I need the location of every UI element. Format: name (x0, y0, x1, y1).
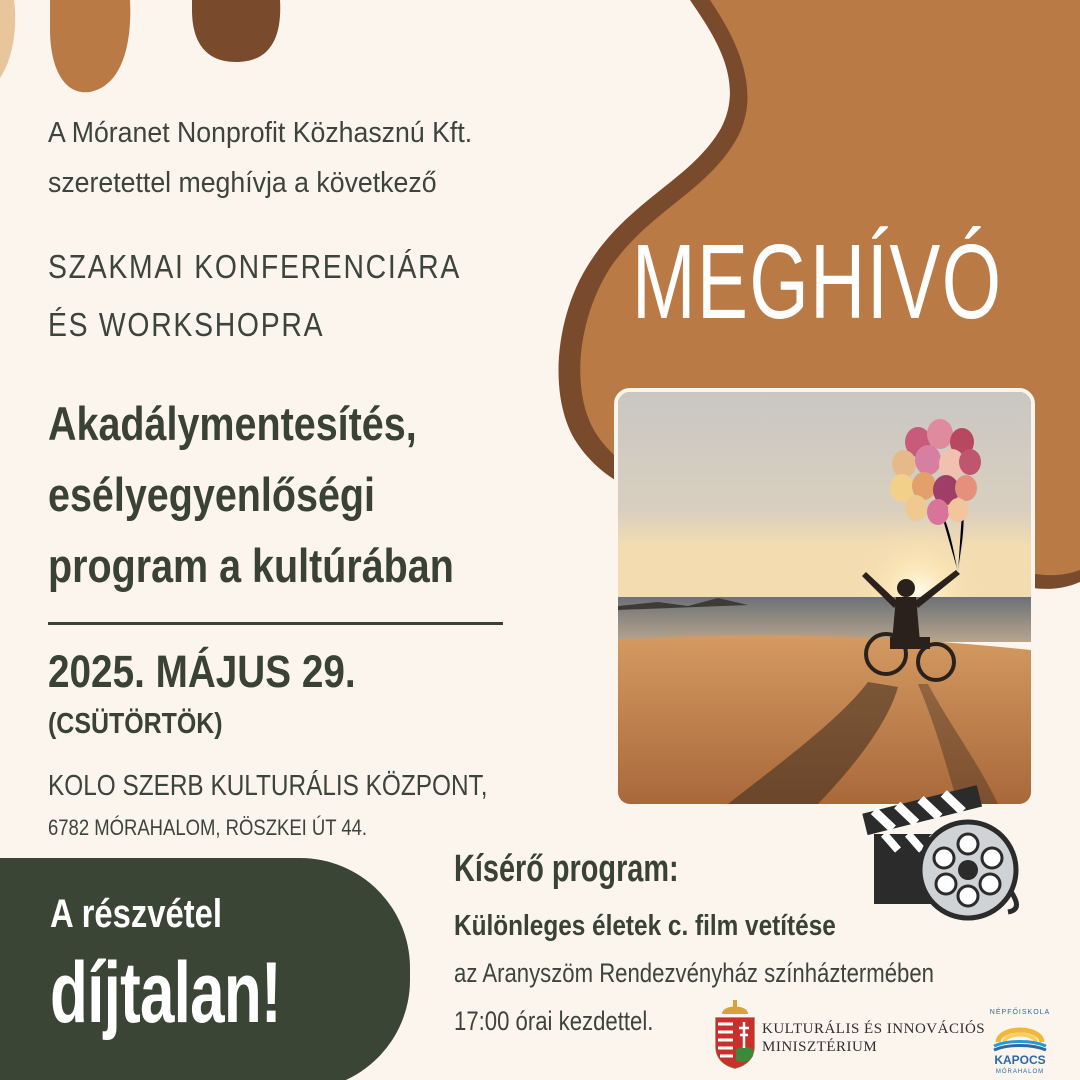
event-address: 6782 MÓRAHALOM, RÖSZKEI ÚT 44. (48, 815, 368, 840)
event-weekday: (CSÜTÖRTÖK) (48, 708, 223, 740)
organizer-intro (48, 108, 472, 208)
invitation-title: MEGHÍVÓ (632, 223, 1003, 341)
brown-drop-left (50, 0, 130, 92)
free-entry-line-2: díjtalan! (50, 945, 281, 1041)
divider (48, 622, 503, 625)
intro-line-1: A Móranet Nonprofit Közhasznú Kft. (48, 117, 473, 149)
side-program-film: Különleges életek c. film vetítése (454, 910, 836, 942)
free-entry-line-1: A részvétel (50, 892, 222, 936)
hungarian-coat-of-arms-icon (712, 1000, 758, 1070)
event-type-line-2: ÉS WORKSHOPRA (48, 306, 325, 343)
intro-line-2: szeretettel meghívja a következő (48, 167, 437, 199)
kapocs-city: MÓRAHALOM (995, 1069, 1045, 1074)
kapocs-name: KAPOCS (994, 1053, 1046, 1067)
ministry-name (762, 1020, 985, 1056)
side-program-time: 17:00 órai kezdettel. (454, 1006, 654, 1036)
wheelchair-balloons-beach-photo (614, 388, 1035, 808)
sand-blob (0, 0, 15, 78)
photo-illustration (618, 392, 1031, 804)
event-date: 2025. MÁJUS 29. (48, 646, 356, 697)
side-program-title: Kísérő program: (454, 848, 679, 890)
headline-line-1: Akadálymentesítés, (48, 397, 417, 450)
event-type-line-1: SZAKMAI KONFERENCIÁRA (48, 248, 462, 285)
side-program-place: az Aranyszöm Rendezvényház színháztermében (454, 958, 934, 988)
event-type (48, 238, 461, 354)
kapocs-logo (980, 1000, 1060, 1074)
headline-line-2: esélyegyenlőségi (48, 468, 375, 521)
film-clapperboard-icon (860, 772, 1030, 922)
headline-line-3: program a kultúrában (48, 539, 454, 592)
ministry-line-1: KULTURÁLIS ÉS INNOVÁCIÓS (762, 1021, 986, 1037)
kapocs-arc-text: NÉPFŐISKOLA (989, 1009, 1051, 1016)
event-headline (48, 388, 454, 601)
ministry-line-2: MINISZTÉRIUM (762, 1039, 878, 1055)
film-reel-icon (920, 822, 1017, 918)
brown-drop-right (192, 0, 280, 62)
event-venue: KOLO SZERB KULTURÁLIS KÖZPONT, (48, 770, 488, 802)
